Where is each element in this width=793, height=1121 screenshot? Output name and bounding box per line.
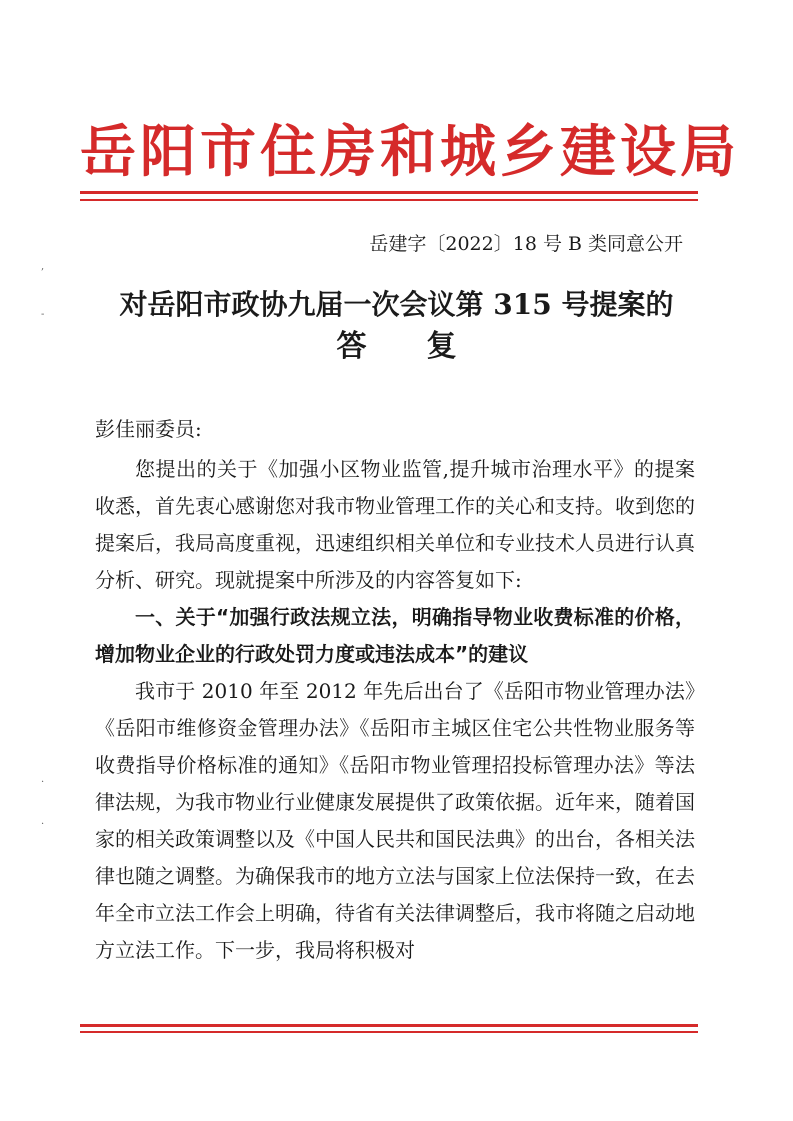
- document-body: [95, 451, 695, 969]
- scan-mark: ·: [41, 819, 45, 830]
- document-title-line2: 答复: [336, 329, 517, 364]
- letterhead-rule-thick: [80, 191, 698, 194]
- body-paragraph: 您提出的关于《加强小区物业监管,提升城市治理水平》的提案收悉，首先衷心感谢您对我市物业管理工作的关心和支持。收到您的提案后，我局高度重视，迅速组织相关单位和专业技术人员进行认真分析、研究。现就提案中所涉及的内容答复如下:: [95, 457, 695, 592]
- letterhead-rule-thin: [80, 199, 698, 201]
- document-title-line1: 对岳阳市政协九届一次会议第 315 号提案的: [119, 288, 674, 321]
- letterhead-agency-name: 岳阳市住房和城乡建设局: [80, 119, 740, 185]
- salutation: 彭佳丽委员:: [95, 417, 202, 441]
- scan-mark: ,: [41, 261, 45, 272]
- footer-rule-thin: [80, 1031, 698, 1033]
- scan-mark: -: [41, 309, 45, 320]
- section-heading: 一、关于“加强行政法规立法，明确指导物业收费标准的价格，增加物业企业的行政处罚力度或违法成本”的建议: [95, 605, 695, 666]
- body-paragraph: 我市于 2010 年至 2012 年先后出台了《岳阳市物业管理办法》《岳阳市维修资金管理办法》《岳阳市主城区住宅公共性物业服务等收费指导价格标准的通知》《岳阳市物业管理招投标管理办法》等法律法规，为我市物业行业健康发展提供了政策依据。近年来，随着国家的相关政策调整以及《中国人民共和国民法典》的出台，各相关法律也随之调整。为确保我市的地方立法与国家上位法保持一致，在去年全市立法工作会上明确，待省有关法律调整后，我市将随之启动地方立法工作。下一步，我局将积极对: [95, 679, 695, 962]
- scan-mark: ·: [41, 777, 45, 788]
- document-number: 岳建字〔2022〕18 号 B 类同意公开: [369, 233, 683, 255]
- footer-rule-thick: [80, 1024, 698, 1027]
